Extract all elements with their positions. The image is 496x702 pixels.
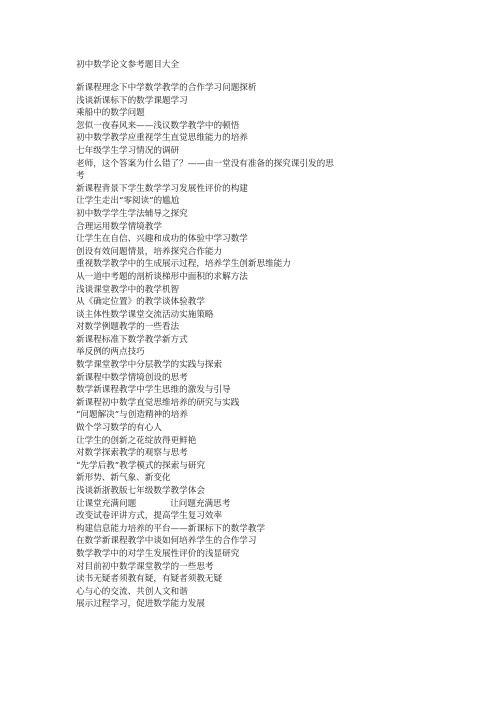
document-title: 初中数学论文参考题目大全 [76,60,180,70]
list-item: 让学生在自信、兴趣和成功的体验中学习数学 [76,234,248,245]
list-item: 心与心的交流、共创人文和谐 [76,586,188,597]
list-item: 浅谈课堂教学中的教学机智 [76,284,180,295]
list-item: 忽似一夜春风来——浅议数学教学中的顿悟 [76,120,240,131]
list-item: 浅谈新课标下的数学课题学习 [76,95,188,106]
list-item: “问题解决”与创造精神的培养 [76,410,188,421]
list-item: 让学生的创新之花绽放得更鲜艳 [76,435,197,446]
list-item: 七年级学生学习情况的调研 [76,145,180,156]
list-item: 新课程标准下数学教学新方式 [76,334,188,345]
list-item: 对数学例题教学的一些看法 [76,322,180,333]
list-item: 浅谈新浙教版七年级数学教学体会 [76,486,205,496]
list-item: 创设有效问题情景，培养探究合作能力 [76,246,223,257]
list-item: 对目前初中数学课堂教学的一些思考 [76,561,214,572]
list-item: 数学新课程教学中学生思维的激发与引导 [76,385,231,396]
list-item: 在数学新课程教学中谈如何培养学生的合作学习 [76,536,257,547]
list-item: 让学生走出“零阅读”的尴尬 [76,196,180,207]
list-item: 展示过程学习，促进数学能力发展 [76,599,205,610]
list-item: 初中数学学生学法辅导之探究 [76,208,188,219]
list-item: 新课程中数学情境创设的思考 [76,372,188,383]
list-item: 数学课堂教学中分层教学的实践与探索 [76,360,223,371]
list-item: 谈主体性数学课堂交流活动实施策略 [76,309,214,320]
list-item-first: 让课堂充满问题 [76,498,137,509]
list-item: 举反例的两点技巧 [76,347,145,358]
list-item: 构建信息能力培养的平台——新课标下的数学教学 [76,523,266,534]
list-item: 新课程理念下中学数学教学的合作学习问题探析 [76,83,257,93]
list-item: 做个学习数学的有心人 [76,423,162,434]
list-item: 初中数学教学应重视学生直觉思维能力的培养 [76,133,248,144]
list-item: 改变试卷评讲方式，提高学生复习效率 [76,511,223,522]
list-item-pair [76,498,396,511]
list-item: 新形势、新气象、新变化 [76,473,171,484]
list-item: 合理运用数学情境教学 [76,221,162,232]
list-item: 从一道中考题的剖析谈梯形中面积的求解方法 [76,271,248,282]
list-item: 考 [76,171,85,182]
list-item: 老师，这个答案为什么错了？——由一堂没有准备的探究课引发的思 [76,158,334,169]
list-item: 读书无疑者须教有疑，有疑者须教无疑 [76,574,223,585]
list-item: 新课程初中数学直觉思维培养的研究与实践 [76,397,240,408]
list-item: 重视数学教学中的生成展示过程，培养学生创新思维能力 [76,259,291,270]
list-item: 新课程背景下学生数学学习发展性评价的构建 [76,183,248,194]
list-item-second: 让问题充满思考 [170,498,231,509]
list-item: 对数学探索教学的观察与思考 [76,448,188,459]
list-item: 从《确定位置》的教学谈体验教学 [76,297,205,308]
list-item: 乘船中的数学问题 [76,108,145,119]
topic-list [76,82,396,611]
list-item: 数学教学中的对学生发展性评价的浅显研究 [76,548,240,559]
list-item: “先学后教”教学模式的探索与研究 [76,460,206,471]
